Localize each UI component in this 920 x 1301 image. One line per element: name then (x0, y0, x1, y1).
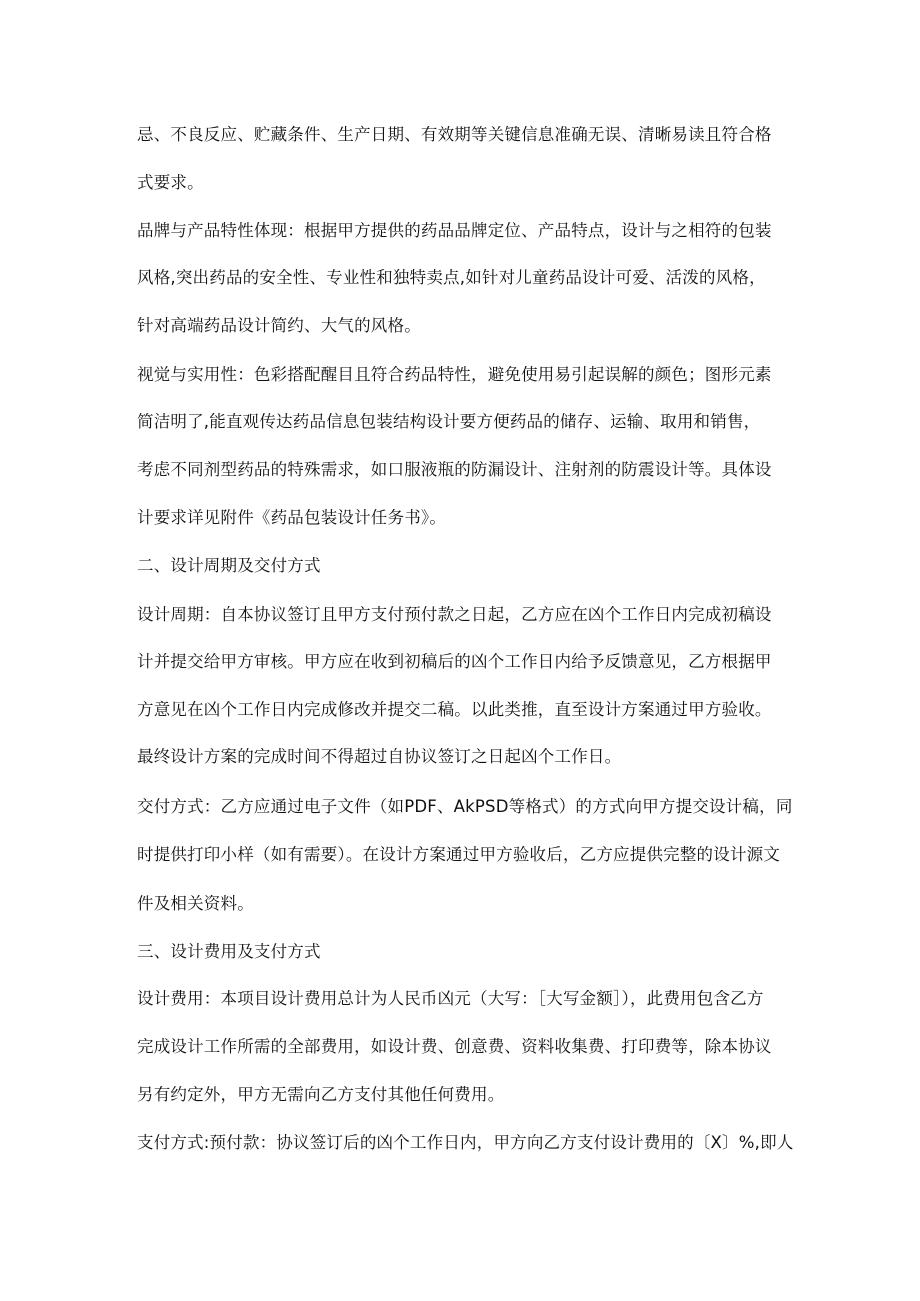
text-line: 交付方式：乙方应通过电子文件（如PDF、AkPSD等格式）的方式向甲方提交设计稿，同 (137, 797, 793, 816)
text-line: 设计费用：本项目设计费用总计为人民币凶元（大写：［大写金额］），此费用包含乙方 (137, 989, 764, 1008)
text-line: 风格,突出药品的安全性、专业性和独特卖点,如针对儿童药品设计可爱、活泼的风格， (137, 268, 766, 287)
text-line: 时提供打印小样（如有需要）。在设计方案通过甲方验收后，乙方应提供完整的设计源文 (137, 845, 781, 864)
text-line: 计要求详见附件《药品包装设计任务书》。 (137, 508, 447, 527)
text-line: 完成设计工作所需的全部费用，如设计费、创意费、资料收集费、打印费等，除本协议 (137, 1037, 772, 1056)
text-line: 支付方式:预付款：协议签订后的凶个工作日内，甲方向乙方支付设计费用的〔X〕%,即人 (137, 1133, 794, 1152)
text-line: 考虑不同剂型药品的特殊需求，如口服液瓶的防漏设计、注射剂的防震设计等。具体设 (137, 460, 772, 479)
text-line: 件及相关资料。 (137, 894, 254, 913)
text-line: 设计周期：自本协议签订且甲方支付预付款之日起，乙方应在凶个工作日内完成初稿设 (137, 605, 772, 624)
text-line: 方意见在凶个工作日内完成修改并提交二稿。以此类推，直至设计方案通过甲方验收。 (137, 700, 772, 719)
text-line: 另有约定外，甲方无需向乙方支付其他任何费用。 (137, 1085, 505, 1104)
text-line: 最终设计方案的完成时间不得超过自协议签订之日起凶个工作日。 (137, 747, 622, 766)
text-line: 针对高端药品设计简约、大气的风格。 (137, 316, 421, 335)
text-line: 品牌与产品特性体现：根据甲方提供的药品品牌定位、产品特点，设计与之相符的包装 (137, 221, 772, 240)
section-heading: 二、设计周期及交付方式 (137, 556, 321, 575)
text-line: 忌、不良反应、贮藏条件、生产日期、有效期等关键信息准确无误、清晰易读且符合格 (137, 125, 772, 144)
text-line: 计并提交给甲方审核。甲方应在收到初稿后的凶个工作日内给予反馈意见，乙方根据甲 (137, 652, 772, 671)
text-line: 简洁明了,能直观传达药品信息包装结构设计要方便药品的储存、运输、取用和销售， (137, 412, 761, 431)
text-line: 视觉与实用性：色彩搭配醒目且符合药品特性，避免使用易引起误解的颜色；图形元素 (137, 365, 772, 384)
section-heading: 三、设计费用及支付方式 (137, 942, 321, 961)
text-line: 式要求。 (137, 173, 204, 192)
